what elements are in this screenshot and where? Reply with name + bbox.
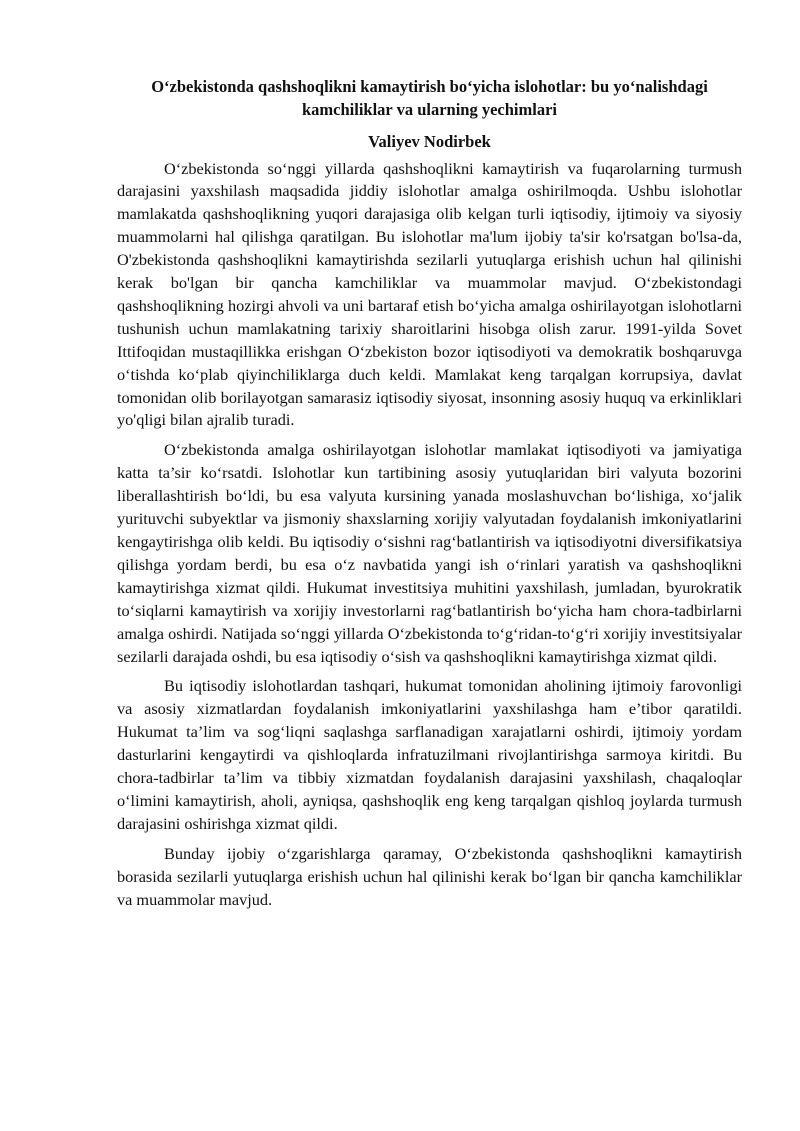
paragraph-3: Bu iqtisodiy islohotlardan tashqari, hukumat tomonidan aholining ijtimoiy farovonligi va asosiy xizmatlardan foydalanish imkoniyatlarini yaxshilashga ham e’tibor qaratildi. Hukumat ta’lim va sog‘liqni saqlashga sarflanadigan xarajatlarni oshirdi, ijtimoiy yordam dasturlarini kengaytirdi va qishloqlarda infratuzilmani rivojlantirishga sarmoya kiritdi. Bu chora-tadbirlar ta’lim va tibbiy xizmatdan foydalanish darajasini yaxshilash, chaqaloqlar o‘limini kamaytirish, aholi, ayniqsa, qashshoqlik eng keng tarqalgan qishloq joylarda turmush darajasini oshirishga xizmat qildi. — [117, 676, 742, 833]
paragraph-2: O‘zbekistonda amalga oshirilayotgan islohotlar mamlakat iqtisodiyoti va jamiyatiga katta ta’sir ko‘rsatdi. Islohotlar kun tartibining asosiy yutuqlaridan biri valyuta bozorini liberallashtirish bo‘ldi, bu esa valyuta kursining yanada moslashuvchan bo‘lishiga, xo‘jalik yurituvchi subyektlar va jismoniy shaxslarning xorijiy valyutadan foydalanish imkoniyatlarini kengaytirishga olib keldi. Bu iqtisodiy o‘sishni rag‘batlantirish va iqtisodiyotni diversifikatsiya qilishga yordam berdi, bu esa o‘z navbatida yangi ish o‘rinlari yaratish va qashshoqlikni kamaytirishga xizmat qildi. Hukumat investitsiya muhitini yaxshilash, jumladan, byurokratik to‘siqlarni kamaytirish va xorijiy investorlarni rag‘batlantirish bo‘yicha ham chora-tadbirlarni amalga oshirdi. Natijada so‘nggi yillarda O‘zbekistonda to‘g‘ridan-to‘g‘ri xorijiy investitsiyalar sezilarli darajada oshdi, bu esa iqtisodiy o‘sish va qashshoqlikni kamaytirishga xizmat qildi. — [117, 440, 742, 666]
paragraph-1: O‘zbekistonda so‘nggi yillarda qashshoqlikni kamaytirish va fuqarolarning turmush darajasini yaxshilash maqsadida jiddiy islohotlar amalga oshirilmoqda. Ushbu islohotlar mamlakatda qashshoqlikning yuqori darajasiga olib kelgan turli iqtisodiy, ijtimoiy va siyosiy muammolarni hal qilishga qaratilgan. Bu islohotlar ma'lum ijobiy ta'sir ko'rsatgan bo'lsa-da, O'zbekistonda qashshoqlikni kamaytirishda sezilarli yutuqlarga erishish uchun hal qilinishi kerak bo'lgan bir qancha kamchiliklar va muammolar mavjud. O‘zbekistondagi qashshoqlikning hozirgi ahvoli va uni bartaraf etish bo‘yicha amalga oshirilayotgan islohotlarni tushunish uchun mamlakatning tarixiy sharoitlarini hisobga olish zarur. 1991-yilda Sovet Ittifoqidan mustaqillikka erishgan O‘zbekiston bozor iqtisodiyoti va demokratik boshqaruvga o‘tishda ko‘plab qiyinchiliklarga duch keldi. Mamlakat keng tarqalgan korrupsiya, davlat tomonidan olib borilayotgan samarasiz iqtisodiy siyosat, insonning asosiy huquq va erkinliklari yo'qligi bilan ajralib turadi. — [117, 158, 742, 430]
document-author: Valiyev Nodirbek — [368, 132, 491, 151]
document-page — [117, 76, 742, 919]
document-title: O‘zbekistonda qashshoqlikni kamaytirish bo‘yicha islohotlar: bu yo‘nalishdagi kamchiliklar va ularning yechimlari — [151, 77, 708, 119]
paragraph-4: Bunday ijobiy o‘zgarishlarga qaramay, O‘zbekistonda qashshoqlikni kamaytirish borasida sezilarli yutuqlarga erishish uchun hal qilinishi kerak bo‘lgan bir qancha kamchiliklar va muammolar mavjud. — [117, 843, 742, 909]
